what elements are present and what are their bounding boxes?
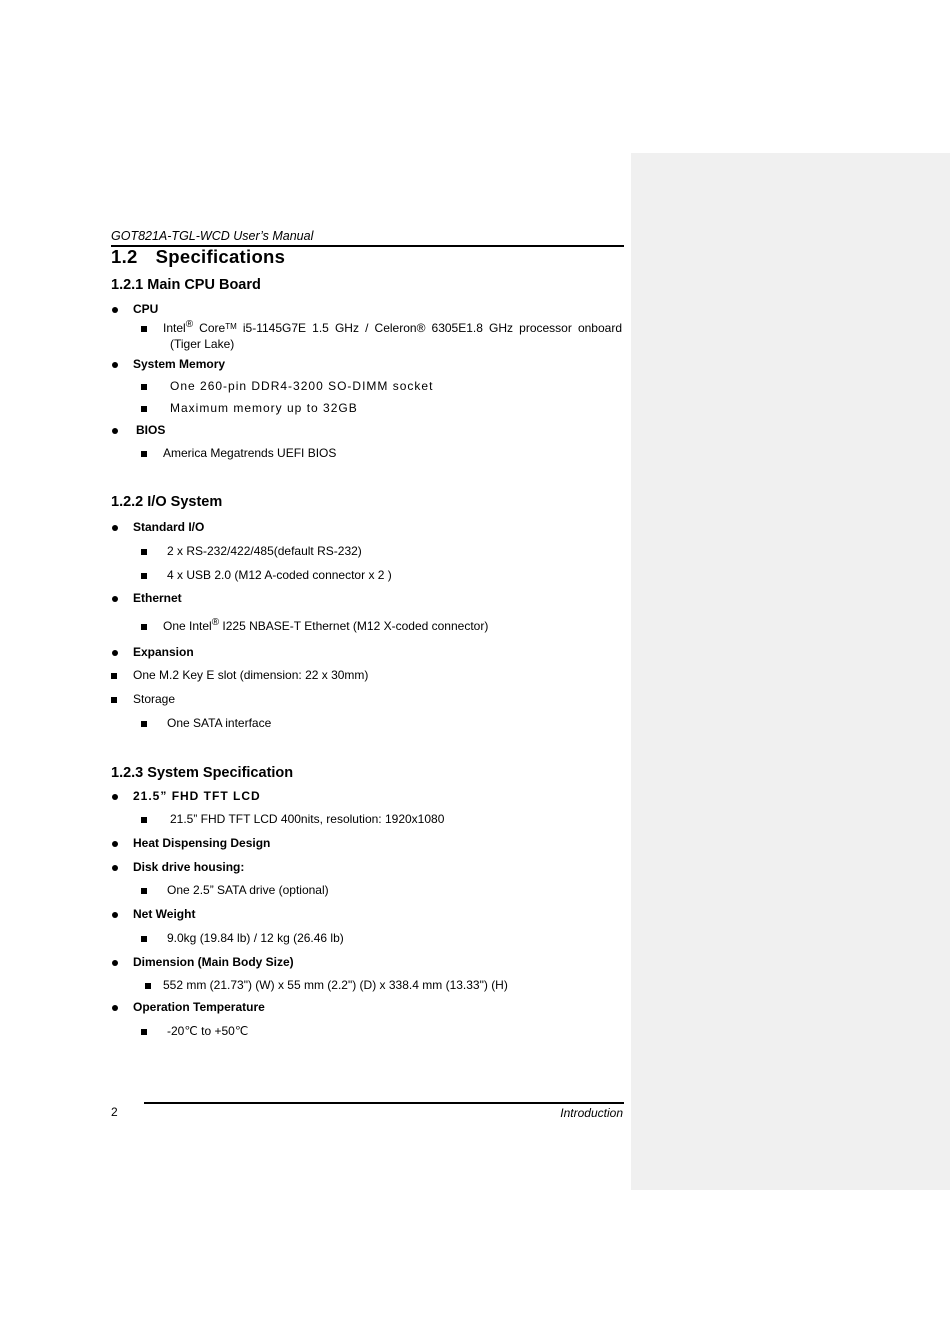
bullet-dot-icon [112, 841, 118, 847]
bullet-dot-icon [112, 362, 118, 368]
section-heading [111, 246, 285, 268]
bullet-square-icon [141, 573, 147, 579]
trademark-mark: TM [225, 322, 237, 331]
footer-section-name: Introduction [560, 1106, 623, 1120]
bullet-square-icon [141, 936, 147, 942]
page-number: 2 [111, 1105, 118, 1119]
memory-item: Maximum memory up to 32GB [170, 401, 358, 415]
disk-housing-item: One 2.5” SATA drive (optional) [167, 883, 329, 897]
system-spec-heading: 1.2.3 System Specification [111, 765, 294, 781]
cpu-label: CPU [133, 302, 159, 316]
net-weight-item: 9.0kg (19.84 lb) / 12 kg (26.46 lb) [167, 931, 344, 945]
memory-label: System Memory [133, 357, 226, 371]
bullet-dot-icon [112, 960, 118, 966]
bullet-square-icon [145, 983, 151, 989]
cpu-description [163, 321, 622, 335]
lcd-item: 21.5” FHD TFT LCD 400nits, resolution: 1920x1080 [170, 812, 445, 826]
cpu-board-heading: 1.2.1 Main CPU Board [111, 277, 261, 293]
operation-temp-item: -20℃ to +50℃ [167, 1024, 249, 1038]
manual-title: GOT821A-TGL-WCD User’s Manual [111, 229, 314, 243]
bullet-dot-icon [112, 307, 118, 313]
bullet-dot-icon [112, 912, 118, 918]
section-title: Specifications [155, 246, 286, 267]
bullet-dot-icon [112, 1005, 118, 1011]
bullet-square-icon [141, 326, 147, 332]
bullet-square-icon [141, 451, 147, 457]
bullet-square-icon [141, 406, 147, 412]
bullet-square-icon [141, 1029, 147, 1035]
net-weight-label: Net Weight [133, 907, 196, 921]
dimension-label: Dimension (Main Body Size) [133, 955, 294, 969]
registered-mark: ® [211, 617, 220, 628]
lcd-label: 21.5” FHD TFT LCD [133, 789, 261, 803]
io-system-heading: 1.2.2 I/O System [111, 494, 223, 510]
standard-io-item: 4 x USB 2.0 (M12 A-coded connector x 2 ) [167, 568, 392, 582]
bullet-square-icon [141, 888, 147, 894]
standard-io-item: 2 x RS-232/422/485(default RS-232) [167, 544, 362, 558]
standard-io-label: Standard I/O [133, 520, 205, 534]
bullet-dot-icon [112, 794, 118, 800]
heat-design-label: Heat Dispensing Design [133, 836, 271, 850]
cpu-text-intel: Intel [163, 321, 186, 335]
bullet-dot-icon [112, 596, 118, 602]
ethernet-text-spec: I225 NBASE-T Ethernet (M12 X-coded connector) [219, 619, 489, 633]
bullet-dot-icon [112, 525, 118, 531]
storage-label: Storage [133, 692, 176, 706]
storage-item: One SATA interface [167, 716, 272, 730]
ethernet-text-intel: One Intel [163, 619, 212, 633]
memory-item: One 260-pin DDR4-3200 SO-DIMM socket [170, 379, 434, 393]
expansion-item: One M.2 Key E slot (dimension: 22 x 30mm) [133, 668, 369, 682]
bullet-dot-icon [112, 428, 118, 434]
bios-label: BIOS [136, 423, 166, 437]
bullet-square-icon [141, 384, 147, 390]
bullet-square-icon [111, 697, 117, 703]
cpu-codename: (Tiger Lake) [170, 337, 235, 351]
ethernet-label: Ethernet [133, 591, 182, 605]
cpu-text-core: Core [193, 321, 226, 335]
bullet-square-icon [141, 624, 147, 630]
expansion-label: Expansion [133, 645, 194, 659]
footer-rule [144, 1102, 624, 1104]
bullet-square-icon [141, 817, 147, 823]
bullet-square-icon [141, 721, 147, 727]
disk-housing-label: Disk drive housing: [133, 860, 245, 874]
cpu-text-models: i5-1145G7E 1.5 GHz / Celeron® 6305E1.8 GHz processor onboard [236, 321, 622, 335]
bullet-dot-icon [112, 650, 118, 656]
bullet-dot-icon [112, 865, 118, 871]
registered-mark: ® [185, 319, 194, 330]
bullet-square-icon [141, 549, 147, 555]
operation-temp-label: Operation Temperature [133, 1000, 265, 1014]
bullet-square-icon [111, 673, 117, 679]
bios-item: America Megatrends UEFI BIOS [163, 446, 337, 460]
section-number: 1.2 [111, 246, 138, 267]
ethernet-item [163, 619, 488, 633]
comment-side-panel [631, 153, 950, 1190]
dimension-item: 552 mm (21.73") (W) x 55 mm (2.2") (D) x 338.4 mm (13.33") (H) [163, 978, 508, 992]
